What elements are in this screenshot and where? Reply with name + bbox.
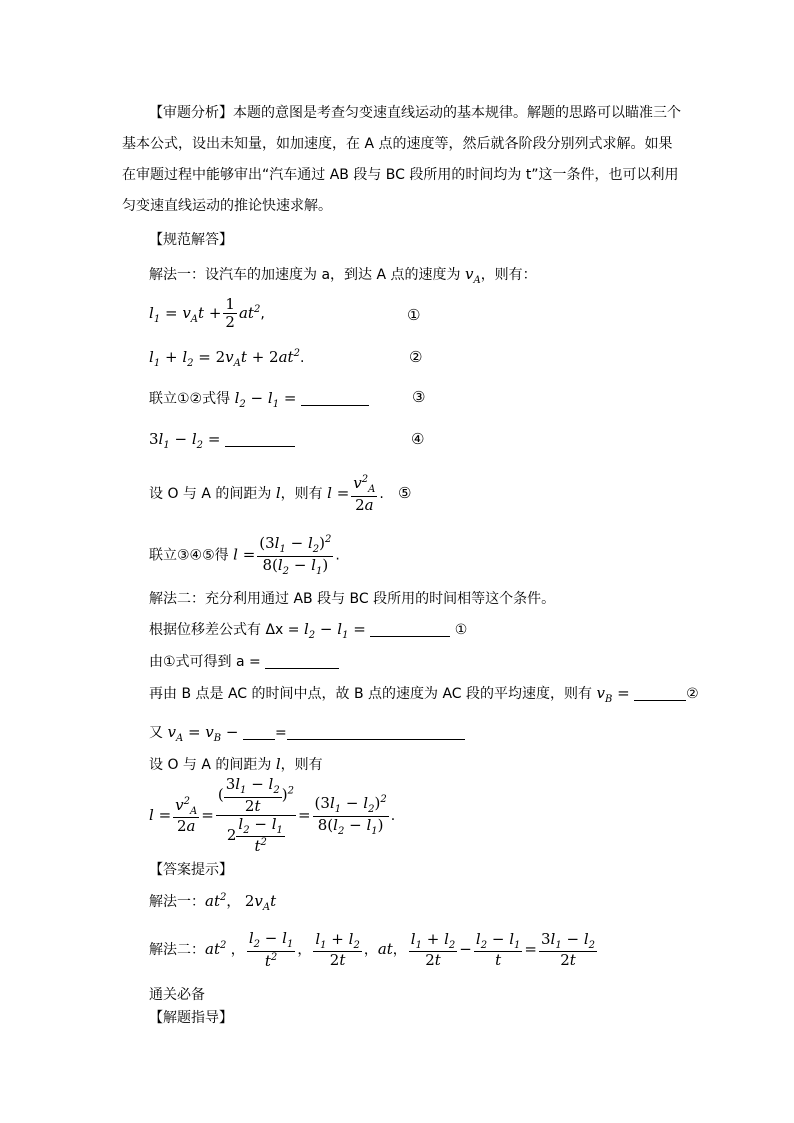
footer-section: 通关必备 bbox=[149, 987, 205, 1003]
equation-5: 设 O 与 A 的间距为 l，则有 l = $\frac{v^2_A}{2a}$ . bbox=[149, 474, 384, 514]
answer-blank[interactable] bbox=[634, 686, 686, 701]
answer-blank[interactable] bbox=[301, 391, 369, 406]
analysis-line-4: 匀变速直线运动的推论快速求解。 bbox=[122, 198, 332, 214]
marker-1: ① bbox=[407, 306, 421, 324]
method2-line-5: 设 O 与 A 的间距为 l，则有 bbox=[149, 755, 323, 773]
marker-4: ④ bbox=[411, 430, 425, 448]
standard-answer-heading: 【规范解答】 bbox=[149, 232, 233, 248]
analysis-text: 本题的意图是考查匀变速直线运动的基本规律。解题的思路可以瞄准三个 bbox=[233, 105, 681, 121]
analysis-heading: 【审题分析】 bbox=[149, 105, 233, 121]
equation-4: $3l_1 - l_2$ = bbox=[149, 430, 295, 451]
method2-line-4: 又 $v_A = v_B$ − = bbox=[149, 722, 465, 744]
analysis-line-2: 基本公式，设出未知量，如加速度，在 A 点的速度等，然后就各阶段分别列式求解。如果 bbox=[122, 136, 673, 152]
marker-3: ③ bbox=[412, 388, 426, 406]
method1-result: 联立③④⑤得 l = $\frac{(3l_1 - l_2)^2}{8(l_2 - l_1)}$ . bbox=[149, 534, 340, 577]
hint-method1: 解法一：$at^2$， $2v_At$ bbox=[149, 892, 277, 913]
method2-line-2: 由①式可得到 a = bbox=[149, 651, 339, 671]
method2-final-equation: l = $\frac{v^2_A}{2a}$ = ( $\frac{3l_1 - l_2}{2t}$ )$^2$ 2 $\frac{l_2 - l_1}{t^2}$ = $\frac{(3l_1 - l_2)^2}{8(l_2 - l_1)}$ . bbox=[149, 775, 396, 856]
equation-2: $l_1 + l_2 = 2v_At + 2at^2$. bbox=[149, 348, 305, 369]
footer-guide: 【解题指导】 bbox=[149, 1010, 233, 1026]
answer-blank[interactable] bbox=[225, 432, 295, 447]
marker-5: ⑤ bbox=[398, 484, 412, 502]
equation-1: $l_1 = v_At$ + $\frac{1}{2}$ $at^2$, bbox=[149, 295, 265, 332]
analysis-line-3: 在审题过程中能够审出“汽车通过 AB 段与 BC 段所用的时间均为 t”这一条件，也可以利用 bbox=[122, 167, 679, 183]
method2-line-1: 根据位移差公式有 $\Delta x = l_2 - l_1$ = ① bbox=[149, 620, 468, 641]
method2-line-3: 再由 B 点是 AC 的时间中点，故 B 点的速度为 AC 段的平均速度，则有 $v_B$ = ② bbox=[149, 684, 699, 705]
answer-blank[interactable] bbox=[370, 622, 450, 637]
marker-2: ② bbox=[409, 348, 423, 366]
answer-blank[interactable] bbox=[243, 725, 275, 740]
analysis-line-1 bbox=[149, 102, 681, 122]
equation-3: 联立①②式得 $l_2 - l_1$ = bbox=[149, 388, 369, 410]
hint-heading: 【答案提示】 bbox=[149, 862, 233, 878]
hint-method2: 解法二：$at^2$ ， $\frac{l_2 - l_1}{t^2}$ ， $\frac{l_1 + l_2}{2t}$ ，at， $\frac{l_1 + l_2}{2t}$ − $\frac{l_2 - l_1}{t}$ = $\frac{3l_1 - l_2}{2t}$ bbox=[149, 929, 595, 970]
method1-intro: 解法一：设汽车的加速度为 a，到达 A 点的速度为 $v_A$，则有： bbox=[149, 265, 537, 286]
answer-blank[interactable] bbox=[287, 725, 465, 740]
answer-blank[interactable] bbox=[265, 654, 339, 669]
method2-intro: 解法二：充分利用通过 AB 段与 BC 段所用的时间相等这个条件。 bbox=[149, 591, 556, 607]
